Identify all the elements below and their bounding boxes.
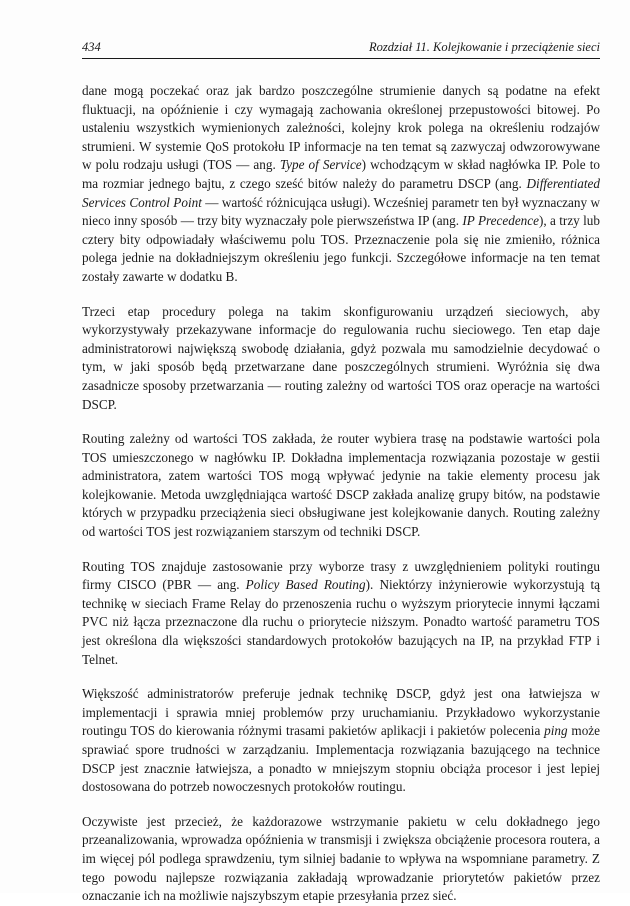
paragraph-5 bbox=[82, 685, 600, 797]
page-number: 434 bbox=[82, 40, 101, 54]
paragraph-4 bbox=[82, 558, 600, 670]
italic-term: Policy Based Routing bbox=[245, 577, 366, 593]
text-run: dane mogą poczekać oraz jak bardzo poszczególne strumienie danych są podatne na efekt fluktuacji, na opóźnienie i czy wymagają zachowania określonej przepustowości bitowej. Po ustaleniu wszystkich wymienionych zależności, kolejny krok polega na określeniu rodzajów strumieni. W systemie QoS protokołu IP informacje na ten temat są zazwyczaj odwzorowywane w polu rodzaju usługi (TOS — ang. bbox=[82, 83, 600, 173]
text-run: Większość administratorów preferuje jednak technikę DSCP, gdyż jest ona łatwiejsza w implementacji i sprawia mniej problemów przy uruchamianiu. Przykładowo wykorzystanie routingu TOS do kierowania różnymi trasami pakietów aplikacji i pakietów polecenia bbox=[82, 686, 600, 739]
text-run: Routing zależny od wartości TOS zakłada, że router wybiera trasę na podstawie wartości pola TOS umieszczonego w nagłówku IP. Dokładna implementacja rozwiązania pozostaje w gestii administratora, zatem wartości TOS mogą wpływać jedynie na takie elementy procesu jak kolejkowanie. Metoda uwzględniająca wartość DSCP zakłada analizę grupy bitów, na podstawie których w przypadku przeciążenia sieci obsługiwane jest kolejkowanie danych. Routing zależny od wartości TOS jest rozwiązaniem starszym od techniki DSCP. bbox=[82, 431, 600, 540]
italic-term: ping bbox=[544, 723, 568, 739]
text-run: Routing TOS znajduje zastosowanie przy wyborze trasy z uwzględnieniem polityki routingu firmy CISCO (PBR — ang. bbox=[82, 558, 600, 593]
text-run: ). Niektórzy inżynierowie wykorzystują tą technikę w sieciach Frame Relay do przenoszenia ruchu o wyższym priorytecie innymi łączami PVC niż łącza przeznaczone dla ruchu o priorytecie niższym. Ponadto wartość parametru TOS jest określona dla większości standardowych protokołów bazujących na IP, na przykład FTP i Telnet. bbox=[82, 577, 601, 667]
paragraph-2 bbox=[82, 303, 600, 415]
text-run: — wartość różnicująca usługi). Wcześniej parametr ten był wyznaczany w nieco inny sposób — trzy bity wyznaczały pole pierwszeństwa IP (ang. bbox=[82, 194, 600, 229]
paragraph-6 bbox=[82, 813, 600, 906]
text-run: może sprawiać spore trudności w zarządzaniu. Implementacja rozwiązania bazującego na technice DSCP jest znacznie łatwiejsza, a ponadto w mniejszym stopniu obciąża procesor i jest lepiej dostosowana do potrzeb nowoczesnych protokołów routingu. bbox=[82, 723, 600, 795]
paragraph-1 bbox=[82, 82, 600, 287]
running-header bbox=[82, 40, 600, 59]
text-run: Trzeci etap procedury polega na takim skonfigurowaniu urządzeń sieciowych, aby wykorzystywały przekazywane informacje do regulowania ruchu sieciowego. Ten etap daje administratorowi największą swobodę działania, gdyż pozwala mu samodzielnie decydować o tym, w jaki sposób będą przetwarzane dane poszczególnych strumieni. Wyróżnia się dwa zasadnicze sposoby przetwarzania — routing zależny od wartości TOS oraz operacje na wartości DSCP. bbox=[82, 303, 600, 412]
text-run: Oczywiste jest przecież, że każdorazowe wstrzymanie pakietu w celu dokładnego jego przeanalizowania, wprowadza opóźnienia w transmisji i zwiększa obciążenie procesora routera, a im więcej pól podlega sprawdzeniu, tym silniej badanie to wpływa na wspomniane parametry. Z tego powodu najlepsze rozwiązania zakładają wprowadzanie priorytetów pakietów przez oznaczanie ich na możliwie najszybszym etapie przesyłania przez sieć. bbox=[82, 813, 600, 904]
italic-term: Type of Service bbox=[279, 157, 362, 173]
body-text bbox=[82, 82, 600, 906]
italic-term: Differentiated Services Control Point bbox=[82, 175, 600, 210]
chapter-title: Rozdział 11. Kolejkowanie i przeciążenie sieci bbox=[369, 40, 600, 54]
italic-term: IP Precedence bbox=[462, 213, 539, 229]
text-run: ), a trzy lub cztery bity odpowiadały właściwemu polu TOS. Przeznaczenie pola się nie zmieniło, różnica polega jednie na dokładniejszym określeniu jego funkcji. Szczegółowe informacje na ten temat zostały zawarte w dodatku B. bbox=[82, 213, 600, 284]
paragraph-3 bbox=[82, 430, 600, 542]
text-run: ) wchodzącym w skład nagłówka IP. Pole to ma rozmiar jednego bajtu, z czego sześć bitów należy do parametru DSCP (ang. bbox=[82, 157, 600, 191]
